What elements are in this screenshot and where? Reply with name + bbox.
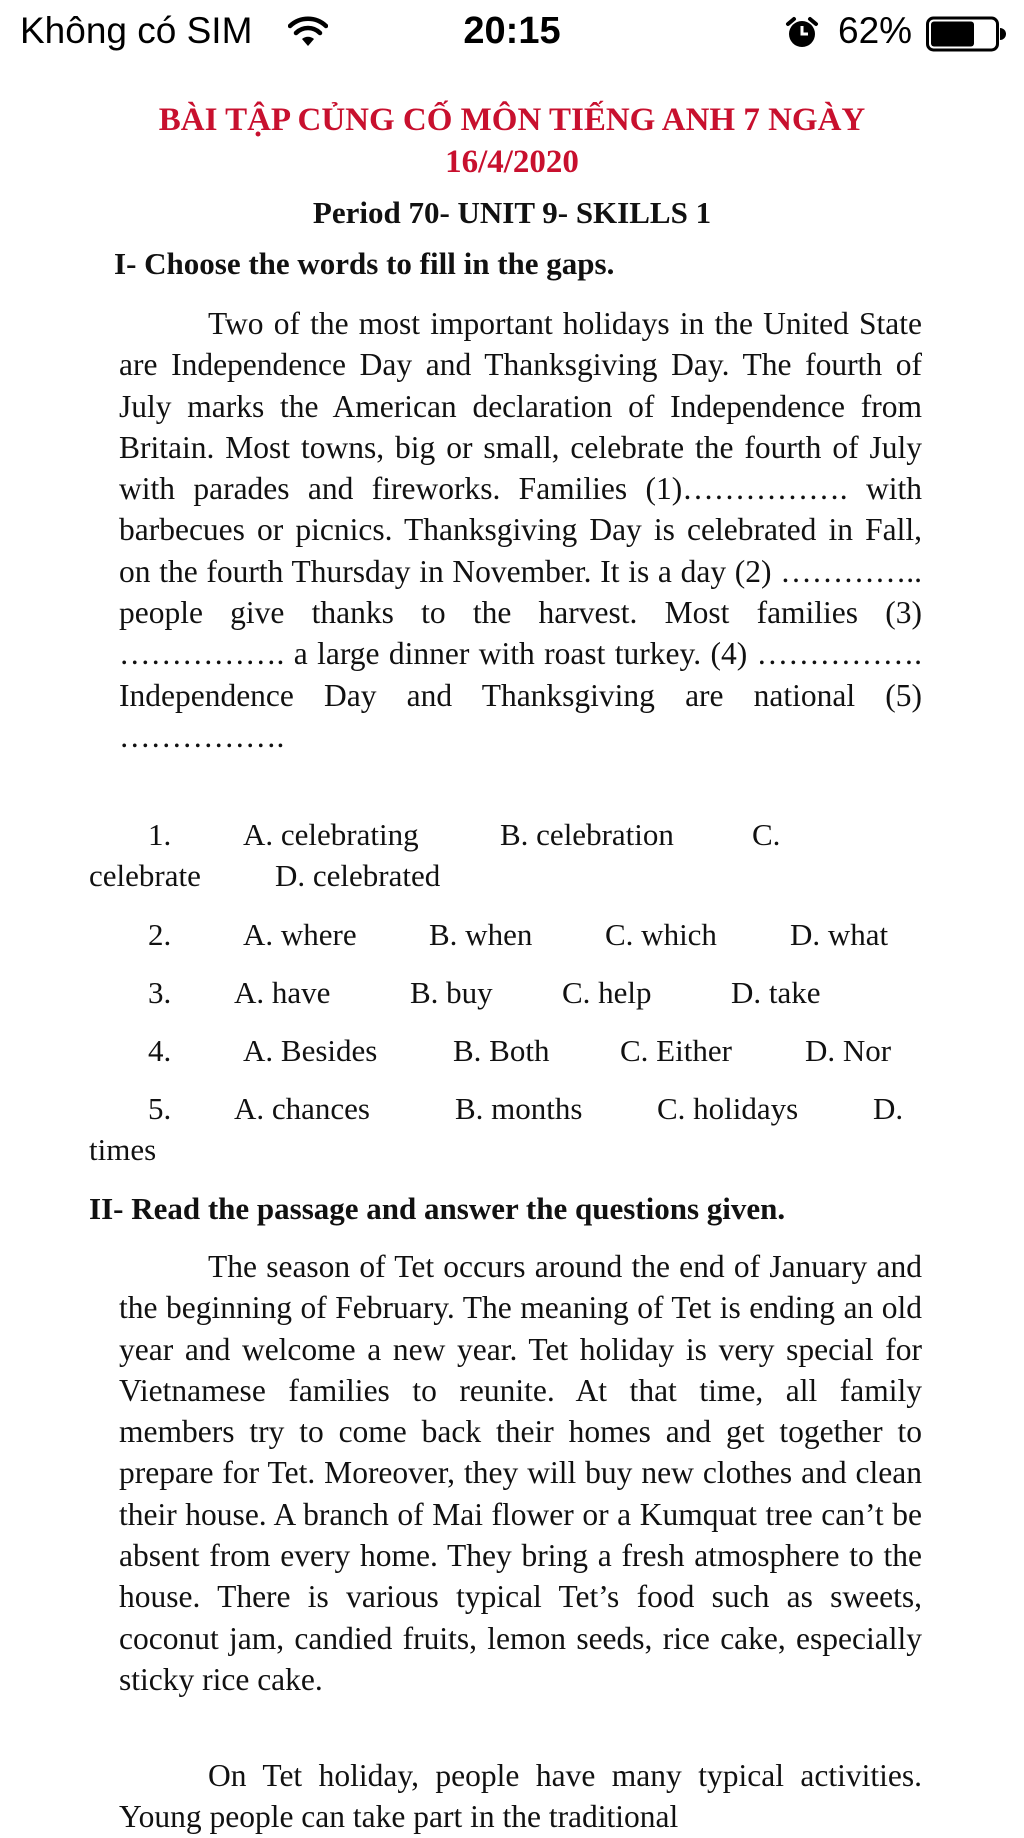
option-d: D. what xyxy=(790,917,889,952)
option-a: A. where xyxy=(243,917,357,952)
option-a: A. have xyxy=(234,975,331,1010)
option-d: D. Nor xyxy=(805,1033,892,1068)
option-b: B. Both xyxy=(453,1033,550,1068)
option-c-continued: celebrate xyxy=(89,858,201,893)
option-c: C. holidays xyxy=(657,1091,799,1126)
section-1-heading: I- Choose the words to fill in the gaps. xyxy=(114,246,615,281)
question-number: 5. xyxy=(148,1091,172,1126)
option-b: B. buy xyxy=(410,975,493,1010)
option-a: A. celebrating xyxy=(243,817,419,852)
option-d: D. take xyxy=(731,975,821,1010)
question-number: 3. xyxy=(148,975,172,1010)
section-1-passage: Two of the most important holidays in the United State are Independence Day and Thanksgiving Day. The fourth of July marks the American declaration of Independence from Britain. Most towns, big or small, celebrate the fourth of July with parades and fireworks. Families (1)……………. with barbecues or picnics. Thanksgiving Day is celebrated in Fall, on the fourth Thursday in November. It is a day (2) ………….. people give thanks to the harvest. Most families (3) ……………. a large dinner with roast turkey. (4) ……………. Independence Day and Thanksgiving are national (5) ……………. xyxy=(119,306,922,754)
period-heading: Period 70- UNIT 9- SKILLS 1 xyxy=(312,195,712,230)
section-2-heading: II- Read the passage and answer the questions given. xyxy=(89,1191,786,1226)
option-a: A. chances xyxy=(234,1091,370,1126)
option-a: A. Besides xyxy=(243,1033,378,1068)
option-c: C. help xyxy=(562,975,652,1010)
option-d-continued: times xyxy=(89,1132,157,1167)
option-b: B. months xyxy=(455,1091,583,1126)
option-c: C. Either xyxy=(620,1033,732,1068)
carrier-label: Không có SIM xyxy=(20,10,253,51)
question-number: 4. xyxy=(148,1033,172,1068)
question-number: 1. xyxy=(148,817,172,852)
clock-time: 20:15 xyxy=(463,10,561,52)
document-date: 16/4/2020 xyxy=(445,144,579,180)
option-b: B. celebration xyxy=(500,817,674,852)
option-c: C. xyxy=(752,817,781,852)
option-d: D. xyxy=(873,1091,904,1126)
section-2-passage-2: On Tet holiday, people have many typical activities. Young people can take part in the traditional xyxy=(119,1758,922,1835)
option-b: B. when xyxy=(429,917,533,952)
option-d: D. celebrated xyxy=(275,858,441,893)
document-title: BÀI TẬP CỦNG CỐ MÔN TIẾNG ANH 7 NGÀY xyxy=(158,102,866,138)
option-c: C. which xyxy=(605,917,717,952)
section-2-passage-1: The season of Tet occurs around the end of January and the beginning of February. The meaning of Tet is ending an old year and welcome a new year. Tet holiday is very special for Vietnamese families to reunite. At that time, all family members try to come back their homes and get together to prepare for Tet. Moreover, they will buy new clothes and clean their house. A branch of Mai flower or a Kumquat tree can’t be absent from every home. They bring a fresh atmosphere to the house. There is various typical Tet’s food such as sweets, coconut jam, candied fruits, lemon seeds, rice cake, especially sticky rice cake. xyxy=(119,1249,922,1697)
question-number: 2. xyxy=(148,917,172,952)
battery-percent: 62% xyxy=(838,10,913,51)
